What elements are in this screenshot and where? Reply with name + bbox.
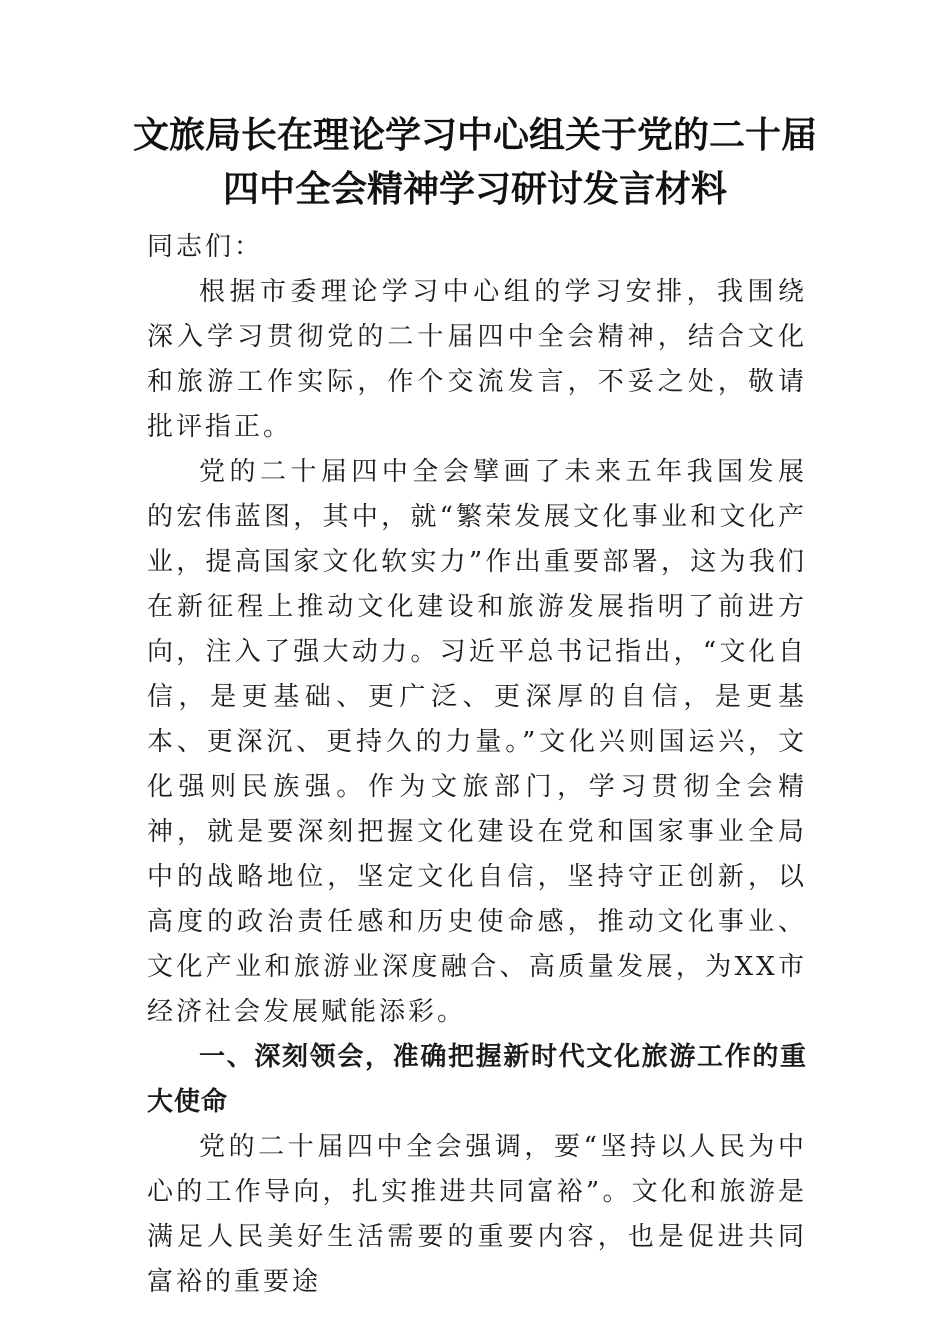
document-title: 文旅局长在理论学习中心组关于党的二十届四中全会精神学习研讨发言材料 (132, 114, 817, 210)
document-body (147, 225, 807, 1305)
section-heading: 一、深刻领会，准确把握新时代文化旅游工作的重大使命 (147, 1042, 807, 1117)
body-paragraph: 党的二十届四中全会擘画了未来五年我国发展的宏伟蓝图，其中，就“繁荣发展文化事业和文化产业，提高国家文化软实力”作出重要部署，这为我们在新征程上推动文化建设和旅游发展指明了前进方向，注入了强大动力。习近平总书记指出，“文化自信，是更基础、更广泛、更深厚的自信，是更基本、更深沉、更持久的力量。”文化兴则国运兴，文化强则民族强。作为文旅部门，学习贯彻全会精神，就是要深刻把握文化建设在党和国家事业全局中的战略地位，坚定文化自信，坚持守正创新，以高度的政治责任感和历史使命感，推动文化事业、文化产业和旅游业深度融合、高质量发展，为XX市经济社会发展赋能添彩。 (147, 457, 807, 1027)
intro-paragraph: 根据市委理论学习中心组的学习安排，我围绕深入学习贯彻党的二十届四中全会精神，结合文化和旅游工作实际，作个交流发言，不妥之处，敬请批评指正。 (147, 277, 807, 442)
section-paragraph: 党的二十届四中全会强调，要“坚持以人民为中心的工作导向，扎实推进共同富裕”。文化和旅游是满足人民美好生活需要的重要内容，也是促进共同富裕的重要途 (147, 1132, 807, 1297)
salutation: 同志们： (147, 232, 264, 262)
